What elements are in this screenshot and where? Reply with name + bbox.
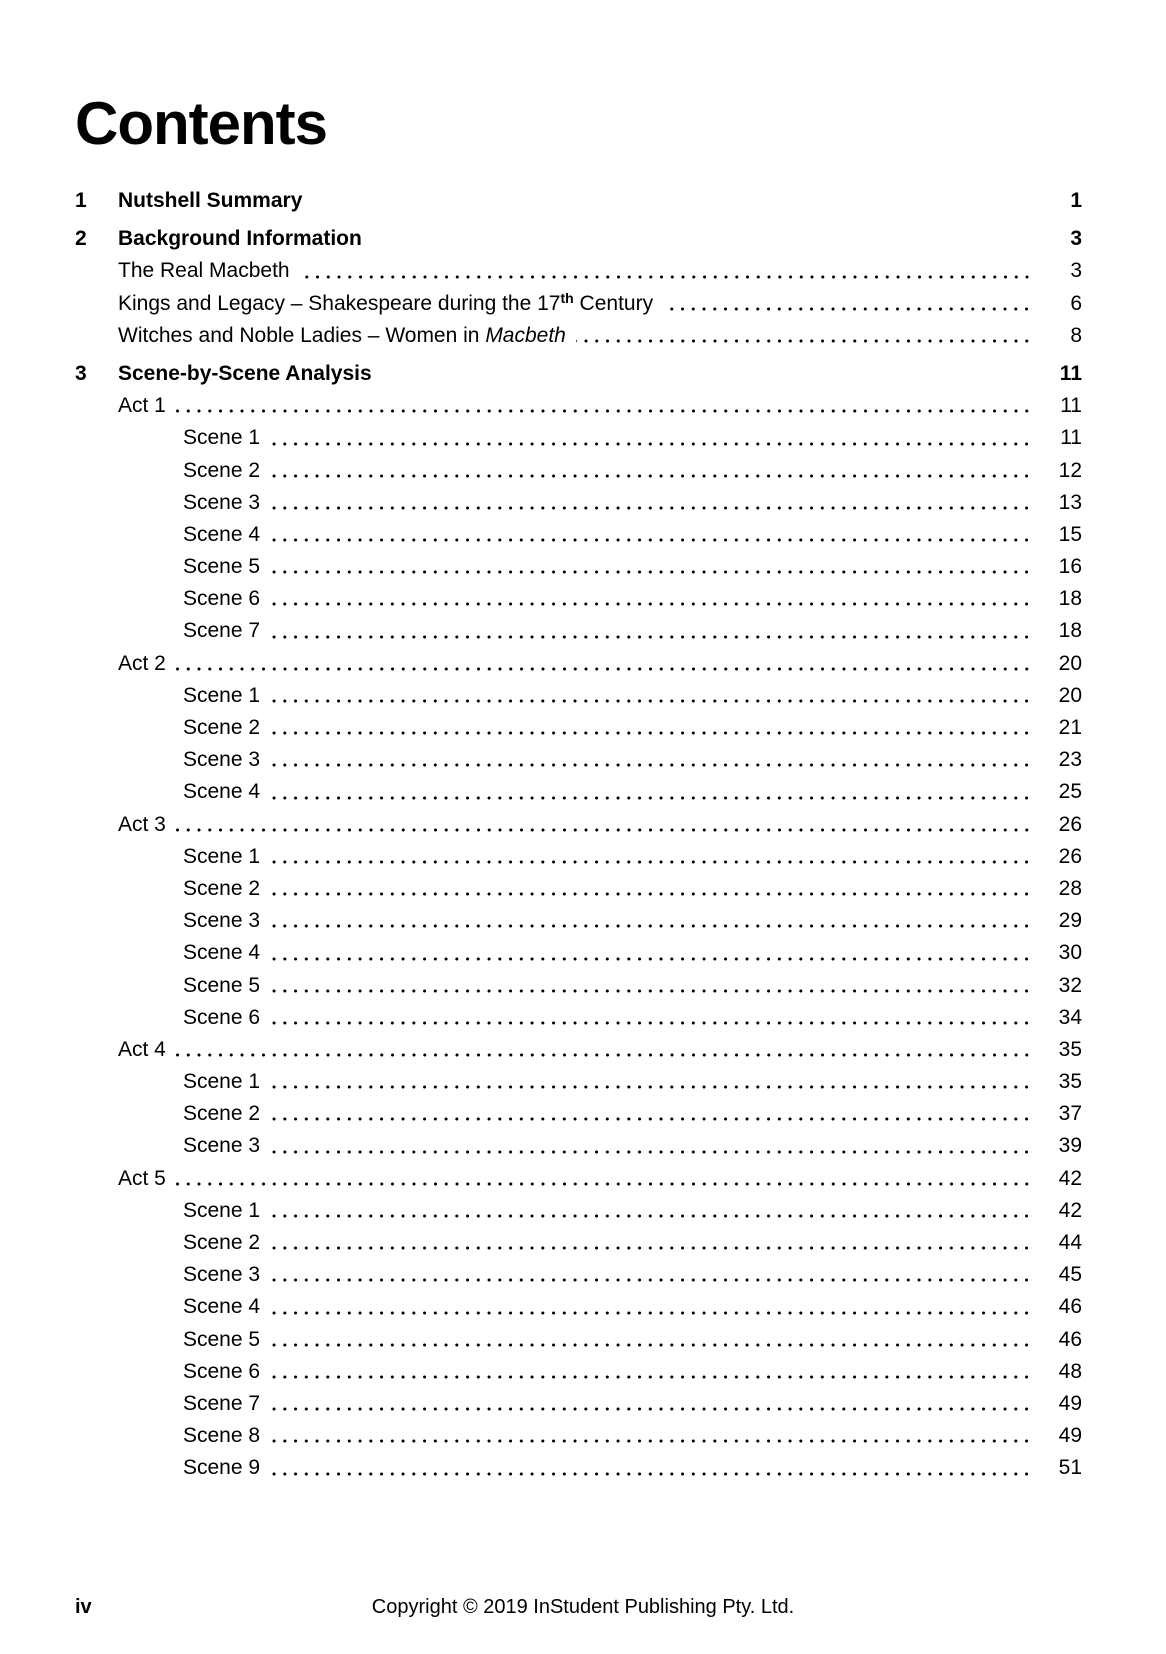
toc-entry-page: 23 xyxy=(1058,748,1082,772)
toc-entry-label: Scene 1 xyxy=(183,1070,261,1094)
toc-entry-label: Scene-by-Scene Analysis xyxy=(118,361,372,385)
toc-entry-label: Scene 1 xyxy=(183,844,261,868)
toc-row xyxy=(75,1452,1082,1484)
toc-row xyxy=(75,1002,1082,1034)
toc-row xyxy=(75,1291,1082,1323)
toc-entry-page: 34 xyxy=(1058,1005,1082,1029)
dot-leader xyxy=(576,320,1034,352)
dot-leader xyxy=(270,455,1034,487)
toc-entry-label: The Real Macbeth xyxy=(118,259,290,283)
toc-row xyxy=(75,1066,1082,1098)
dot-leader xyxy=(270,1452,1034,1484)
toc-entry-label: Scene 5 xyxy=(183,973,261,997)
toc-row xyxy=(75,422,1082,454)
dot-leader xyxy=(270,1356,1034,1388)
toc-entry-label: Scene 2 xyxy=(183,876,261,900)
toc-entry-page: 48 xyxy=(1058,1359,1082,1383)
toc-entry-label: Scene 6 xyxy=(183,587,261,611)
toc-entry-page: 11 xyxy=(1060,394,1082,418)
toc-entry-page: 44 xyxy=(1058,1231,1082,1254)
toc-entry-label: Scene 4 xyxy=(183,941,261,965)
dot-leader xyxy=(270,1388,1034,1420)
toc-entry-label: Act 5 xyxy=(118,1166,166,1190)
toc-entry-page: 11 xyxy=(1060,426,1082,450)
toc-entry-page: 45 xyxy=(1058,1263,1082,1287)
toc-entry-label: Act 3 xyxy=(118,812,166,836)
dot-leader xyxy=(270,583,1034,615)
toc-entry-label: Nutshell Summary xyxy=(118,189,303,212)
dot-leader xyxy=(270,615,1034,647)
toc-row xyxy=(75,487,1082,519)
toc-entry-label: Scene 6 xyxy=(183,1005,261,1029)
toc-entry-page: 16 xyxy=(1058,555,1082,579)
toc-row xyxy=(75,1163,1082,1195)
toc-entry-label: Scene 3 xyxy=(183,1263,261,1287)
toc-entry-label: Scene 2 xyxy=(183,1102,261,1126)
toc-entry-label: Act 2 xyxy=(118,651,166,675)
toc-entry-page: 21 xyxy=(1058,716,1082,739)
dot-leader xyxy=(270,937,1034,969)
folio-page-number: iv xyxy=(75,1596,92,1618)
toc-entry-label: Scene 3 xyxy=(183,909,261,933)
toc-entry-label: Scene 2 xyxy=(183,716,261,739)
toc-entry-page: 12 xyxy=(1058,458,1082,482)
toc-entry-label: Scene 7 xyxy=(183,619,261,643)
dot-leader xyxy=(270,1002,1034,1034)
leader-spacer xyxy=(372,223,1034,255)
toc-entry-label: Background Information xyxy=(118,227,362,251)
toc-entry-page: 20 xyxy=(1058,651,1082,675)
table-of-contents xyxy=(75,185,1082,1485)
toc-entry-page: 26 xyxy=(1058,844,1082,868)
dot-leader xyxy=(270,1291,1034,1323)
toc-row xyxy=(75,255,1082,287)
dot-leader xyxy=(176,1034,1034,1066)
dot-leader xyxy=(270,551,1034,583)
dot-leader xyxy=(176,809,1034,841)
toc-row xyxy=(75,776,1082,808)
toc-row xyxy=(75,648,1082,680)
toc-row xyxy=(75,358,1082,390)
toc-entry-page: 1 xyxy=(1070,189,1082,212)
toc-entry-page: 11 xyxy=(1059,361,1082,385)
toc-entry-label: Scene 4 xyxy=(183,522,261,546)
toc-row xyxy=(75,1130,1082,1162)
dot-leader xyxy=(270,776,1034,808)
toc-entry-page: 15 xyxy=(1058,522,1082,546)
toc-row xyxy=(75,873,1082,905)
copyright-notice: Copyright © 2019 InStudent Publishing Pty. Ltd. xyxy=(371,1596,795,1618)
toc-entry-label: Act 1 xyxy=(118,394,166,418)
toc-row xyxy=(75,223,1082,255)
toc-entry-label: Scene 4 xyxy=(183,780,261,804)
dot-leader xyxy=(663,288,1034,320)
toc-entry-page: 29 xyxy=(1058,909,1082,933)
contents-page xyxy=(75,0,1082,1654)
toc-row xyxy=(75,712,1082,744)
toc-row xyxy=(75,809,1082,841)
dot-leader xyxy=(270,1227,1034,1259)
toc-entry-page: 25 xyxy=(1058,780,1082,804)
dot-leader xyxy=(270,841,1034,873)
page-title: Contents xyxy=(75,90,327,157)
dot-leader xyxy=(300,255,1034,287)
toc-entry-number: 3 xyxy=(75,361,87,385)
toc-row xyxy=(75,185,1082,217)
toc-row xyxy=(75,390,1082,422)
toc-row xyxy=(75,905,1082,937)
leader-spacer xyxy=(382,358,1034,390)
dot-leader xyxy=(270,905,1034,937)
toc-entry-label: Scene 8 xyxy=(183,1424,261,1448)
dot-leader xyxy=(270,1259,1034,1291)
toc-row xyxy=(75,1324,1082,1356)
toc-entry-page: 42 xyxy=(1058,1166,1082,1190)
toc-entry-page: 42 xyxy=(1058,1198,1082,1222)
toc-entry-label: Witches and Noble Ladies – Women in Macbeth xyxy=(118,323,566,347)
toc-row xyxy=(75,288,1082,320)
toc-entry-page: 49 xyxy=(1058,1391,1082,1415)
toc-entry-page: 20 xyxy=(1058,683,1082,707)
toc-entry-label: Scene 3 xyxy=(183,490,261,514)
dot-leader xyxy=(270,1324,1034,1356)
page-footer xyxy=(0,1592,1166,1622)
toc-entry-page: 18 xyxy=(1058,587,1082,611)
toc-row xyxy=(75,680,1082,712)
toc-row xyxy=(75,1034,1082,1066)
toc-entry-number: 1 xyxy=(75,189,87,212)
toc-entry-label: Scene 3 xyxy=(183,748,261,772)
toc-entry-page: 37 xyxy=(1058,1102,1082,1126)
toc-row xyxy=(75,1227,1082,1259)
dot-leader xyxy=(270,1130,1034,1162)
dot-leader xyxy=(270,1195,1034,1227)
toc-entry-page: 26 xyxy=(1058,812,1082,836)
toc-entry-label: Scene 4 xyxy=(183,1295,261,1319)
toc-entry-label: Scene 1 xyxy=(183,1198,261,1222)
toc-entry-label: Act 4 xyxy=(118,1037,166,1061)
toc-entry-label: Scene 6 xyxy=(183,1359,261,1383)
dot-leader xyxy=(270,1098,1034,1130)
toc-entry-label: Scene 2 xyxy=(183,458,261,482)
toc-entry-page: 35 xyxy=(1058,1070,1082,1094)
toc-entry-page: 3 xyxy=(1070,227,1082,251)
toc-row xyxy=(75,1388,1082,1420)
toc-row xyxy=(75,320,1082,352)
toc-row xyxy=(75,744,1082,776)
dot-leader xyxy=(270,1066,1034,1098)
toc-row xyxy=(75,583,1082,615)
toc-entry-page: 3 xyxy=(1070,259,1082,283)
leader-spacer xyxy=(312,185,1034,217)
dot-leader xyxy=(270,712,1034,744)
toc-entry-label: Scene 3 xyxy=(183,1134,261,1158)
toc-row xyxy=(75,1259,1082,1291)
toc-row xyxy=(75,1356,1082,1388)
dot-leader xyxy=(270,1420,1034,1452)
toc-row xyxy=(75,970,1082,1002)
toc-entry-page: 13 xyxy=(1058,490,1082,514)
dot-leader xyxy=(176,648,1034,680)
toc-entry-label: Kings and Legacy – Shakespeare during the 17th Century xyxy=(118,290,654,315)
dot-leader xyxy=(270,422,1034,454)
toc-entry-label: Scene 7 xyxy=(183,1391,261,1415)
dot-leader xyxy=(270,519,1034,551)
toc-entry-label: Scene 5 xyxy=(183,555,261,579)
toc-entry-label: Scene 9 xyxy=(183,1456,261,1480)
toc-entry-page: 18 xyxy=(1058,619,1082,643)
dot-leader xyxy=(270,487,1034,519)
dot-leader xyxy=(176,390,1034,422)
toc-entry-page: 8 xyxy=(1070,323,1082,347)
toc-row xyxy=(75,1195,1082,1227)
dot-leader xyxy=(270,873,1034,905)
toc-entry-page: 30 xyxy=(1058,941,1082,965)
dot-leader xyxy=(270,680,1034,712)
toc-row xyxy=(75,937,1082,969)
toc-entry-page: 35 xyxy=(1058,1037,1082,1061)
toc-entry-page: 28 xyxy=(1058,876,1082,900)
dot-leader xyxy=(270,970,1034,1002)
toc-entry-page: 46 xyxy=(1058,1327,1082,1351)
toc-row xyxy=(75,519,1082,551)
toc-row xyxy=(75,1420,1082,1452)
toc-entry-label: Scene 2 xyxy=(183,1231,261,1254)
toc-row xyxy=(75,841,1082,873)
toc-entry-number: 2 xyxy=(75,227,87,251)
toc-row xyxy=(75,455,1082,487)
toc-row xyxy=(75,551,1082,583)
toc-entry-label: Scene 5 xyxy=(183,1327,261,1351)
toc-entry-page: 39 xyxy=(1058,1134,1082,1158)
toc-entry-page: 6 xyxy=(1070,291,1082,315)
toc-entry-label: Scene 1 xyxy=(183,683,261,707)
toc-entry-page: 51 xyxy=(1058,1456,1082,1480)
toc-entry-page: 32 xyxy=(1058,973,1082,997)
toc-entry-page: 49 xyxy=(1058,1424,1082,1448)
dot-leader xyxy=(270,744,1034,776)
toc-entry-label: Scene 1 xyxy=(183,426,261,450)
toc-row xyxy=(75,1098,1082,1130)
dot-leader xyxy=(176,1163,1034,1195)
toc-entry-page: 46 xyxy=(1058,1295,1082,1319)
toc-row xyxy=(75,615,1082,647)
